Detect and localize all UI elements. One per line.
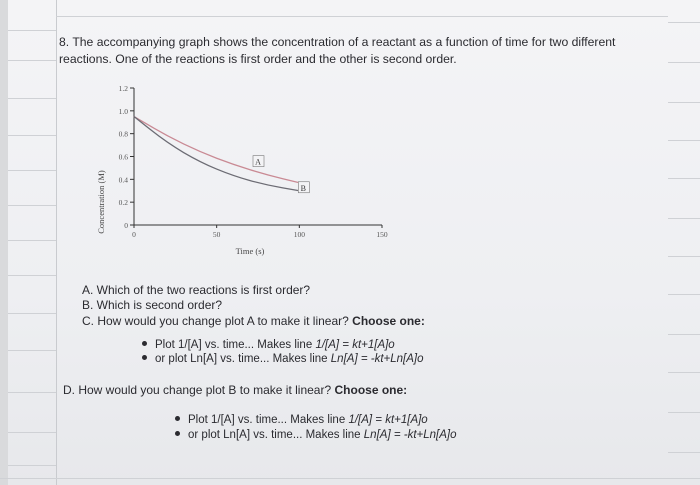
part-d-question [63, 383, 407, 398]
top-rule [56, 16, 668, 17]
x-tick-label: 100 [293, 230, 305, 239]
right-margin-rules [668, 0, 700, 485]
y-tick-label: 1.0 [118, 106, 128, 116]
part-d-option-2-text: or plot Ln[A] vs. time... Makes line [188, 429, 361, 441]
part-c-question [82, 314, 425, 329]
bullet-icon [142, 355, 147, 360]
concentration-chart [92, 80, 392, 265]
y-tick-label: 1.2 [118, 84, 128, 93]
series-A-label: A [255, 157, 261, 167]
part-d-option-2[interactable] [175, 428, 456, 443]
series-B-label: B [300, 183, 307, 193]
bullet-icon [175, 431, 180, 436]
part-d-option-1-equation: 1/[A] = kt+1[A]o [348, 414, 428, 426]
part-b-question: B. Which is second order? [82, 298, 223, 312]
series-B-line [134, 117, 299, 191]
chart-svg [92, 80, 392, 260]
x-tick-label: 150 [376, 230, 388, 239]
part-c-option-2[interactable] [142, 352, 423, 367]
part-c-option-1-equation: 1/[A] = kt+1[A]o [315, 339, 395, 351]
part-c-choose: Choose one: [352, 314, 425, 328]
x-tick-label: 0 [132, 230, 136, 239]
part-d-choose: Choose one: [334, 383, 408, 397]
question-line-2: reactions. One of the reactions is first order and the other is second order. [59, 52, 457, 66]
y-tick-label: 0.4 [118, 175, 128, 185]
series-A-line [134, 117, 299, 183]
part-a-question: A. Which of the two reactions is first order? [82, 283, 311, 297]
question-text [59, 34, 639, 68]
part-c-option-1-text: Plot 1/[A] vs. time... Makes line [155, 339, 313, 351]
part-c-option-1[interactable] [142, 338, 395, 353]
part-d-option-1-text: Plot 1/[A] vs. time... Makes line [188, 414, 346, 426]
bullet-icon [142, 341, 147, 346]
y-tick-label: 0.6 [118, 152, 128, 162]
x-tick-label: 50 [212, 230, 221, 239]
y-tick-label: 0.8 [118, 129, 128, 139]
y-tick-label: 0.2 [118, 198, 128, 208]
y-axis-label: Concentration (M) [96, 170, 106, 234]
part-c-option-2-equation: Ln[A] = -kt+Ln[A]o [330, 353, 424, 365]
left-margin-rules [8, 0, 57, 485]
bullet-icon [175, 416, 180, 421]
y-tick-label: 0 [124, 221, 128, 230]
question-line-1: 8. The accompanying graph shows the concentration of a reactant as a function of time for two different [59, 35, 616, 49]
x-axis-label: Time (s) [235, 246, 265, 256]
part-c-prompt: C. How would you change plot A to make it linear? [82, 314, 349, 328]
part-d-prompt: D. How would you change plot B to make it linear? [63, 383, 332, 397]
part-d-option-2-equation: Ln[A] = -kt+Ln[A]o [363, 429, 457, 441]
bottom-rule [0, 478, 700, 479]
part-c-option-2-text: or plot Ln[A] vs. time... Makes line [155, 353, 328, 365]
part-d-option-1[interactable] [175, 413, 428, 428]
